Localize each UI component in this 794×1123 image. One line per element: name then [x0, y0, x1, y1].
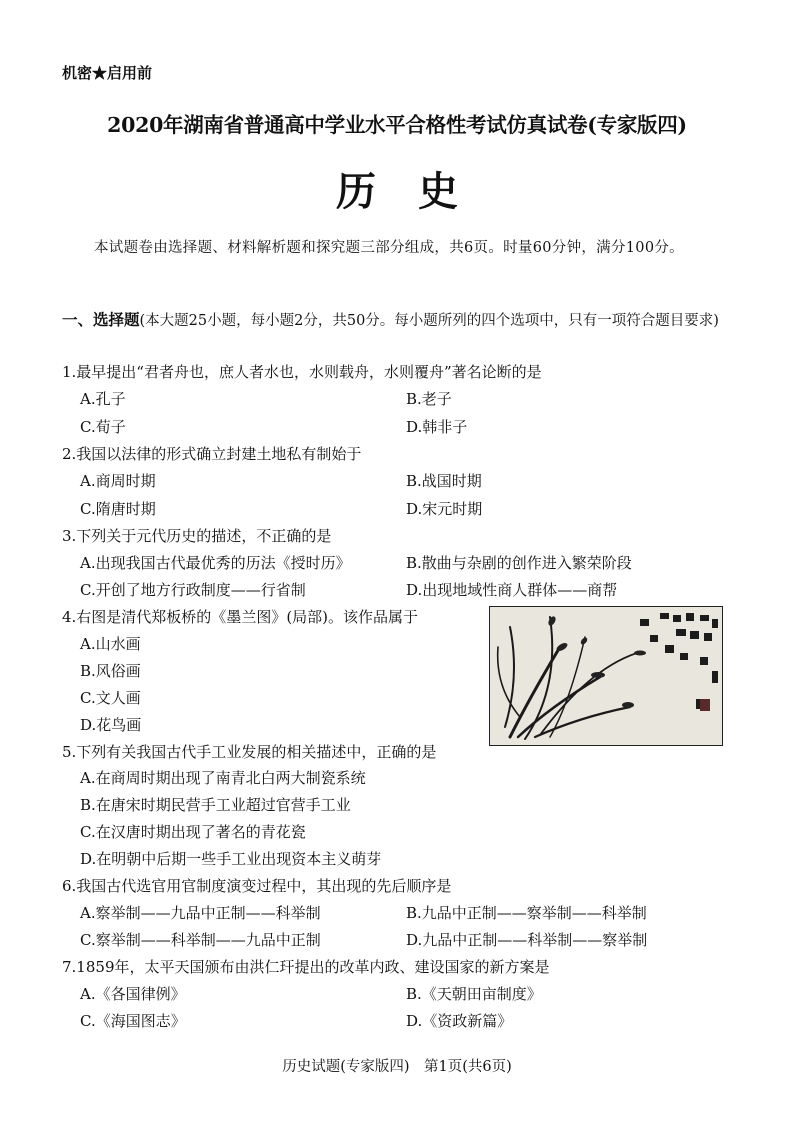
option: D.宋元时期	[406, 500, 483, 518]
exam-intro: 本试题卷由选择题、材料解析题和探究题三部分组成，共6页。时量60分钟，满分100分。	[94, 240, 684, 256]
exam-title: 2020年湖南省普通高中学业水平合格性考试仿真试卷(专家版四)	[107, 113, 687, 137]
question-stem: 6.我国古代选官用官制度演变过程中，其出现的先后顺序是	[62, 877, 452, 895]
option: B.老子	[406, 390, 452, 408]
option: C.文人画	[80, 689, 141, 707]
section-title: 一、选择题	[62, 310, 140, 329]
option: D.九品中正制——科举制——察举制	[406, 931, 648, 949]
section-heading	[62, 306, 738, 335]
option: D.《资政新篇》	[406, 1012, 513, 1030]
option: C.隋唐时期	[80, 500, 156, 518]
question-stem: 2.我国以法律的形式确立封建土地私有制始于	[62, 445, 362, 463]
option: B.在唐宋时期民营手工业超过官营手工业	[80, 796, 351, 814]
question-stem: 1.最早提出“君者舟也，庶人者水也，水则载舟，水则覆舟”著名论断的是	[62, 363, 542, 381]
subject-title: 历史	[336, 168, 500, 215]
option: B.《天朝田亩制度》	[406, 985, 542, 1003]
section-instructions: (本大题25小题，每小题2分，共50分。每小题所列的四个选项中，只有一项符合题目要求)	[139, 313, 719, 329]
option: C.察举制——科举制——九品中正制	[80, 931, 321, 949]
option: C.开创了地方行政制度——行省制	[80, 581, 306, 599]
option: C.荀子	[80, 418, 126, 436]
question-stem: 7.1859年，太平天国颁布由洪仁玕提出的改革内政、建设国家的新方案是	[62, 958, 550, 976]
question-stem: 4.右图是清代郑板桥的《墨兰图》(局部)。该作品属于	[62, 608, 419, 626]
option: A.商周时期	[80, 472, 156, 490]
question-stem: 5.下列有关我国古代手工业发展的相关描述中，正确的是	[62, 743, 437, 761]
option: D.出现地域性商人群体——商帮	[406, 581, 618, 599]
option: D.在明朝中后期一些手工业出现资本主义萌芽	[80, 850, 382, 868]
option: A.《各国律例》	[80, 985, 186, 1003]
option: B.战国时期	[406, 472, 482, 490]
option: B.九品中正制——察举制——科举制	[406, 904, 647, 922]
option: B.风俗画	[80, 662, 141, 680]
orchid-painting-drawing	[490, 607, 722, 745]
option: A.察举制——九品中正制——科举制	[80, 904, 321, 922]
option: A.在商周时期出现了南青北白两大制瓷系统	[80, 769, 366, 787]
option: A.山水画	[80, 635, 141, 653]
confidential-mark: 机密★启用前	[62, 64, 153, 82]
option: A.出现我国古代最优秀的历法《授时历》	[80, 554, 351, 572]
page-footer: 历史试题(专家版四) 第1页(共6页)	[282, 1059, 512, 1075]
question-stem: 3.下列关于元代历史的描述，不正确的是	[62, 527, 332, 545]
option: D.花鸟画	[80, 716, 142, 734]
orchid-painting-image	[489, 606, 723, 746]
option: B.散曲与杂剧的创作进入繁荣阶段	[406, 554, 632, 572]
option: C.《海国图志》	[80, 1012, 186, 1030]
option: A.孔子	[80, 390, 126, 408]
option: C.在汉唐时期出现了著名的青花瓷	[80, 823, 306, 841]
option: D.韩非子	[406, 418, 468, 436]
